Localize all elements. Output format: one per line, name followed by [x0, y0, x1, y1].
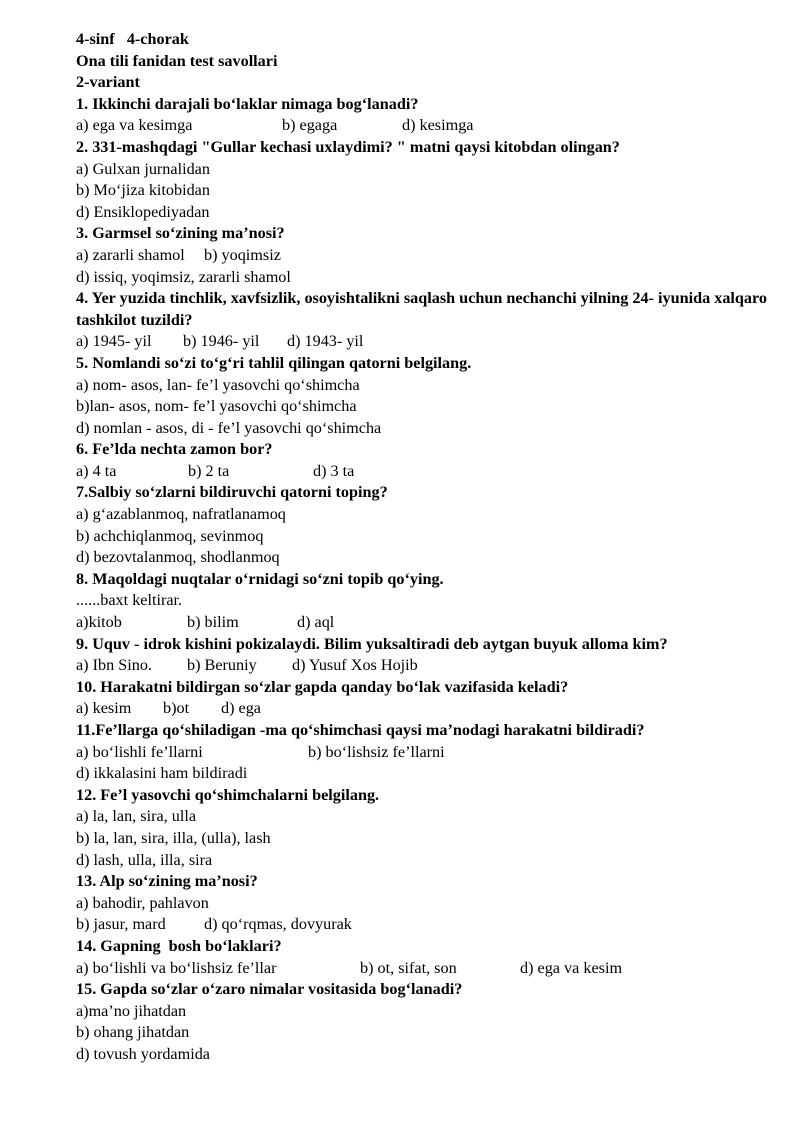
- question-13: 13. Alp so‘zining ma’nosi?: [76, 872, 258, 891]
- option-b: b) Beruniy: [187, 656, 257, 675]
- option-a: a) kesim: [76, 699, 132, 718]
- header-subject: Ona tili fanidan test savollari: [76, 51, 278, 70]
- options-row-3: [76, 245, 776, 267]
- option-d: d) 3 ta: [313, 461, 355, 480]
- option-b: b) 1946- yil: [183, 332, 260, 351]
- options-row-13: [76, 914, 776, 936]
- option-a: a) bo‘lishli fe’llarni: [76, 742, 203, 761]
- header-variant: 2-variant: [76, 73, 140, 92]
- question-1: 1. Ikkinchi darajali bo‘laklar nimaga bog‘lanadi?: [76, 94, 419, 113]
- proverb-blank: ......baxt keltirar.: [76, 591, 183, 610]
- option-b: b) 2 ta: [188, 461, 230, 480]
- option-b: b) bo‘lishsiz fe’llarni: [308, 742, 445, 761]
- option-b: b) jasur, mard: [76, 915, 166, 934]
- option-a: a)kitob: [76, 613, 122, 632]
- option-b: b) la, lan, sira, illa, (ulla), lash: [76, 828, 271, 847]
- options-row-11: [76, 742, 776, 764]
- option-d: d) lash, ulla, illa, sira: [76, 850, 213, 869]
- option-d: d) nomlan - asos, di - fe’l yasovchi qo‘shimcha: [76, 418, 382, 437]
- option-a: a) 1945- yil: [76, 332, 152, 351]
- options-row-8: [76, 612, 776, 634]
- option-a: a) zararli shamol: [76, 245, 185, 264]
- option-d: d) ega: [221, 699, 261, 718]
- question-15: 15. Gapda so‘zlar o‘zaro nimalar vositasida bog‘lanadi?: [76, 980, 463, 999]
- question-5: 5. Nomlandi so‘zi to‘g‘ri tahlil qilingan qatorni belgilang.: [76, 353, 472, 372]
- option-a: a) ega va kesimga: [76, 116, 193, 135]
- option-b: b)ot: [163, 699, 190, 718]
- question-9: 9. Uquv - idrok kishini pokizalaydi. Bilim yuksaltiradi deb aytgan buyuk alloma kim?: [76, 634, 668, 653]
- option-d: d) bezovtalanmoq, shodlanmoq: [76, 548, 280, 567]
- option-b: b) yoqimsiz: [204, 245, 281, 264]
- option-d: d) tovush yordamida: [76, 1044, 210, 1063]
- option-b: b)lan- asos, nom- fe’l yasovchi qo‘shimcha: [76, 397, 357, 416]
- question-7: 7.Salbiy so‘zlarni bildiruvchi qatorni toping?: [76, 483, 388, 502]
- option-a: a) nom- asos, lan- fe’l yasovchi qo‘shimcha: [76, 375, 360, 394]
- question-3: 3. Garmsel so‘zining ma’nosi?: [76, 224, 285, 243]
- options-row-10: [76, 698, 776, 720]
- option-a: a) 4 ta: [76, 461, 117, 480]
- option-d: d) Yusuf Xos Hojib: [292, 656, 418, 675]
- question-14: 14. Gapning bosh bo‘laklari?: [76, 936, 282, 955]
- option-b: b) bilim: [187, 613, 239, 632]
- option-a: a) g‘azablanmoq, nafratlanamoq: [76, 505, 286, 524]
- question-2: 2. 331-mashqdagi "Gullar kechasi uxlaydimi? " matni qaysi kitobdan olingan?: [76, 137, 620, 156]
- option-d: d) aql: [297, 613, 335, 632]
- option-a: a)ma’no jihatdan: [76, 1001, 187, 1020]
- question-6: 6. Fe’lda nechta zamon bor?: [76, 440, 273, 459]
- option-d: d) Ensiklopediyadan: [76, 202, 210, 221]
- option-d: d) kesimga: [402, 116, 474, 135]
- option-a: a) bo‘lishli va bo‘lishsiz fe’llar: [76, 958, 277, 977]
- question-11: 11.Fe’llarga qo‘shiladigan -ma qo‘shimchasi qaysi ma’nodagi harakatni bildiradi?: [76, 721, 645, 739]
- option-a: a) Ibn Sino.: [76, 656, 152, 675]
- option-a: a) Gulxan jurnalidan: [76, 159, 210, 178]
- option-d: d) 1943- yil: [287, 332, 364, 351]
- options-row-6: [76, 461, 776, 483]
- option-b: b) achchiqlanmoq, sevinmoq: [76, 526, 264, 545]
- question-4: 4. Yer yuzida tinchlik, xavfsizlik, osoyishtalikni saqlash uchun nechanchi yilning 24- iyunida xalqaro tashkilot tuzildi?: [76, 289, 767, 329]
- option-b: b) ot, sifat, son: [360, 958, 457, 977]
- option-a: a) bahodir, pahlavon: [76, 893, 209, 912]
- option-a: a) la, lan, sira, ulla: [76, 807, 197, 826]
- option-b: b) Mo‘jiza kitobidan: [76, 181, 210, 200]
- options-row-1: [76, 115, 776, 137]
- question-8: 8. Maqoldagi nuqtalar o‘rnidagi so‘zni topib qo‘ying.: [76, 569, 444, 588]
- option-b: b) egaga: [282, 116, 338, 135]
- test-document: [76, 29, 776, 1066]
- option-b: b) ohang jihatdan: [76, 1023, 190, 1042]
- header-grade: 4-sinf 4-chorak: [76, 30, 189, 48]
- option-d: d) ikkalasini ham bildiradi: [76, 764, 248, 783]
- question-10: 10. Harakatni bildirgan so‘zlar gapda qanday bo‘lak vazifasida keladi?: [76, 677, 569, 696]
- option-d: d) ega va kesim: [520, 958, 623, 977]
- options-row-4: [76, 331, 776, 353]
- options-row-14: [76, 958, 776, 980]
- options-row-9: [76, 655, 776, 677]
- question-12: 12. Fe’l yasovchi qo‘shimchalarni belgilang.: [76, 785, 380, 804]
- option-d: d) issiq, yoqimsiz, zararli shamol: [76, 267, 291, 286]
- option-d: d) qo‘rqmas, dovyurak: [204, 915, 352, 934]
